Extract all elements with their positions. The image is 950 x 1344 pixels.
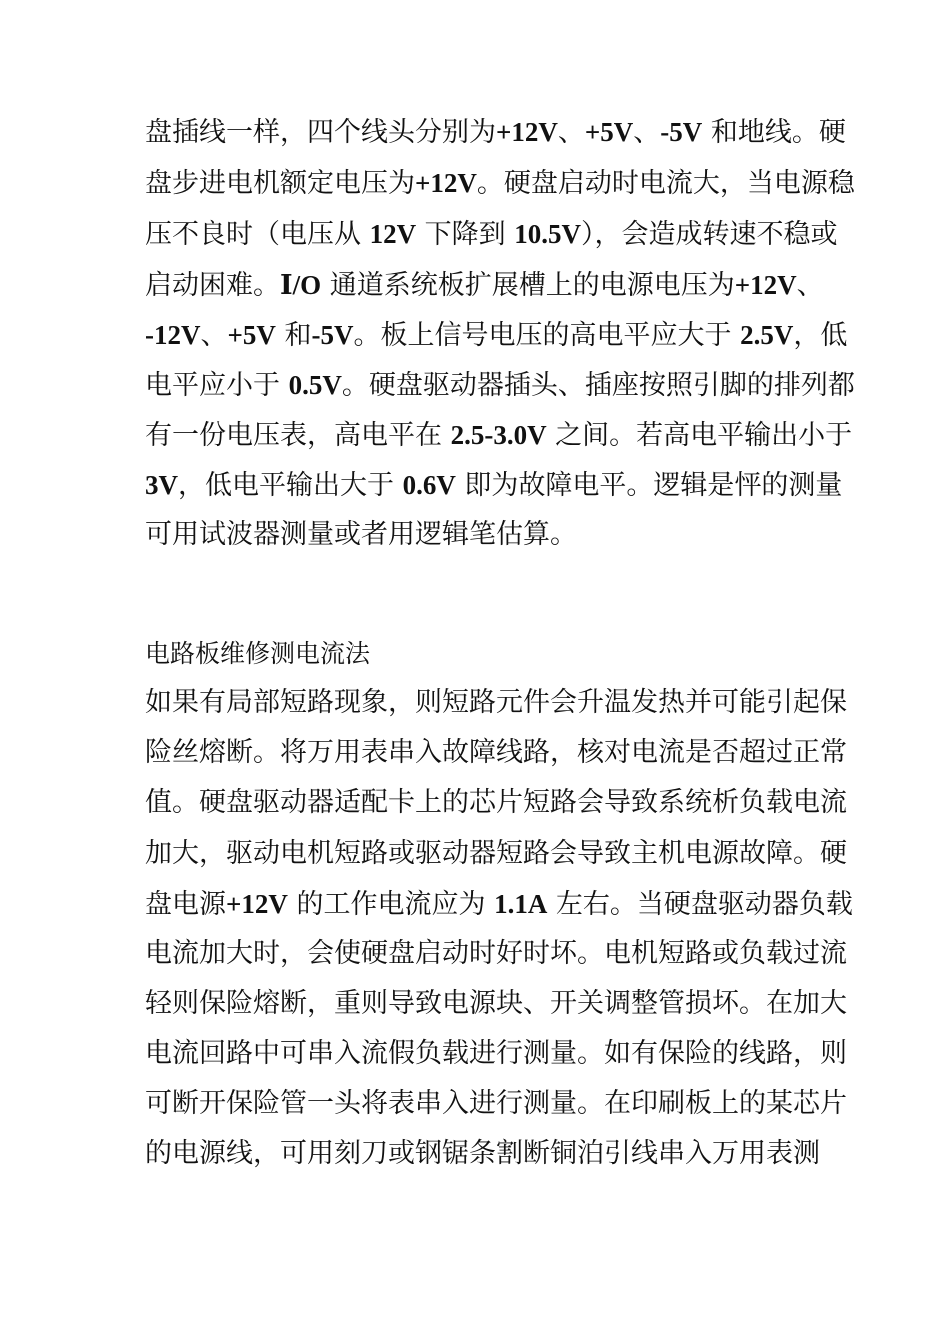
paragraph-1-line-5: -12V、+5V 和-5V。板上信号电压的高电平应大于 2.5V，低 bbox=[145, 320, 848, 351]
paragraph-2-line-8: 电流回路中可串入流假负载进行测量。如有保险的线路，则 bbox=[145, 1038, 847, 1069]
paragraph-2-line-3: 值。硬盘驱动器适配卡上的芯片短路会导致系统析负载电流 bbox=[145, 787, 847, 818]
paragraph-1-line-2: 盘步进电机额定电压为+12V。硬盘启动时电流大，当电源稳 bbox=[145, 168, 855, 199]
paragraph-1-line-6: 电平应小于 0.5V。硬盘驱动器插头、插座按照引脚的排列都 bbox=[145, 370, 855, 401]
paragraph-1-line-4: 启动困难。Ⅰ/O 通道系统板扩展槽上的电源电压为+12V、 bbox=[145, 270, 824, 301]
paragraph-2-line-7: 轻则保险熔断，重则导致电源块、开关调整管损坏。在加大 bbox=[145, 988, 847, 1019]
paragraph-2-line-2: 险丝熔断。将万用表串入故障线路，核对电流是否超过正常 bbox=[145, 737, 847, 768]
paragraph-2-line-1: 如果有局部短路现象，则短路元件会升温发热并可能引起保 bbox=[145, 687, 847, 718]
paragraph-2-line-6: 电流加大时，会使硬盘启动时好时坏。电机短路或负载过流 bbox=[145, 938, 847, 969]
paragraph-1-line-1: 盘插线一样，四个线头分别为+12V、+5V、-5V 和地线。硬 bbox=[145, 117, 846, 148]
paragraph-2-line-5: 盘电源+12V 的工作电流应为 1.1A 左右。当硬盘驱动器负载 bbox=[145, 889, 853, 920]
paragraph-2-line-9: 可断开保险管一头将表串入进行测量。在印刷板上的某芯片 bbox=[145, 1088, 847, 1119]
paragraph-2-line-4: 加大，驱动电机短路或驱动器短路会导致主机电源故障。硬 bbox=[145, 838, 847, 869]
section-title: 电路板维修测电流法 bbox=[145, 639, 371, 668]
paragraph-1-line-7: 有一份电压表，高电平在 2.5-3.0V 之间。若高电平输出小于 bbox=[145, 420, 853, 451]
paragraph-1-line-9: 可用试波器测量或者用逻辑笔估算。 bbox=[145, 519, 577, 550]
paragraph-1-line-8: 3V，低电平输出大于 0.6V 即为故障电平。逻辑是怦的测量 bbox=[145, 470, 843, 501]
paragraph-1-line-3: 压不良时（电压从 12V 下降到 10.5V），会造成转速不稳或 bbox=[145, 219, 838, 250]
paragraph-2-line-10: 的电源线，可用刻刀或钢锯条割断铜泊引线串入万用表测 bbox=[145, 1138, 820, 1169]
